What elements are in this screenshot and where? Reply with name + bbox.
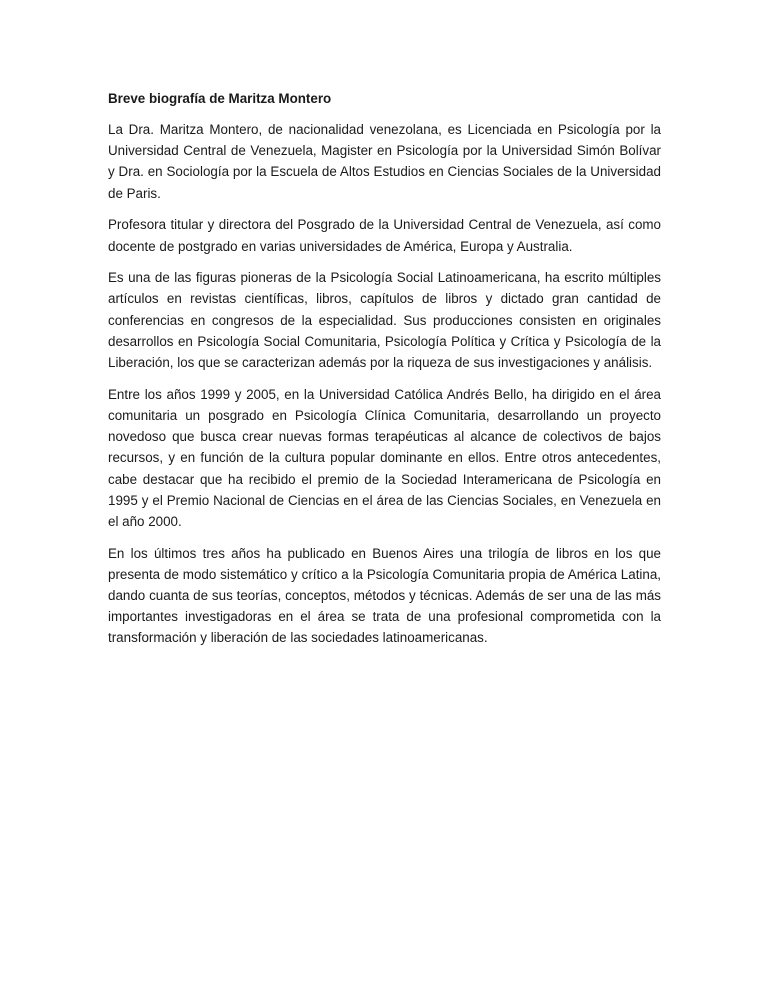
paragraph-postgraduate-awards: Entre los años 1999 y 2005, en la Universidad Católica Andrés Bello, ha dirigido en el área comunitaria un posgrado en Psicología Clínica Comunitaria, desarrollando un proyecto novedoso que busca crear nuevas formas terapéuticas al alcance de colectivos de bajos recursos, y en función de la cultura popular dominante en ellos. Entre otros antecedentes, cabe destacar que ha recibido el premio de la Sociedad Interamericana de Psicología en 1995 y el Premio Nacional de Ciencias en el área de las Ciencias Sociales, en Venezuela en el año 2000.: [108, 386, 661, 529]
paragraph-education: La Dra. Maritza Montero, de nacionalidad venezolana, es Licenciada en Psicología por la Universidad Central de Venezuela, Magister en Psicología por la Universidad Simón Bolívar y Dra. en Sociología por la Escuela de Altos Estudios en Ciencias Sociales de la Universidad de Paris.: [108, 122, 661, 201]
paragraph-position: Profesora titular y directora del Posgrado de la Universidad Central de Venezuela, así como docente de postgrado en varias universidades de América, Europa y Australia.: [108, 217, 661, 254]
paragraph-publications: En los últimos tres años ha publicado en Buenos Aires una trilogía de libros en los que presenta de modo sistemático y crítico a la Psicología Comunitaria propia de América Latina, dando cuanta de sus teorías, conceptos, métodos y técnicas. Además de ser una de las más importantes investigadoras en el área se trata de una profesional comprometida con la transformación y liberación de las sociedades latinoamericanas.: [108, 545, 661, 646]
document-title: Breve biografía de Maritza Montero: [108, 91, 332, 106]
paragraph-contributions: Es una de las figuras pioneras de la Psicología Social Latinoamericana, ha escrito múltiples artículos en revistas científicas, libros, capítulos de libros y dictado gran cantidad de conferencias en congresos de la especialidad. Sus producciones consisten en originales desarrollos en Psicología Social Comunitaria, Psicología Política y Crítica y Psicología de la Liberación, los que se caracterizan además por la riqueza de sus investigaciones y análisis.: [108, 270, 661, 371]
document-body: [108, 88, 661, 659]
